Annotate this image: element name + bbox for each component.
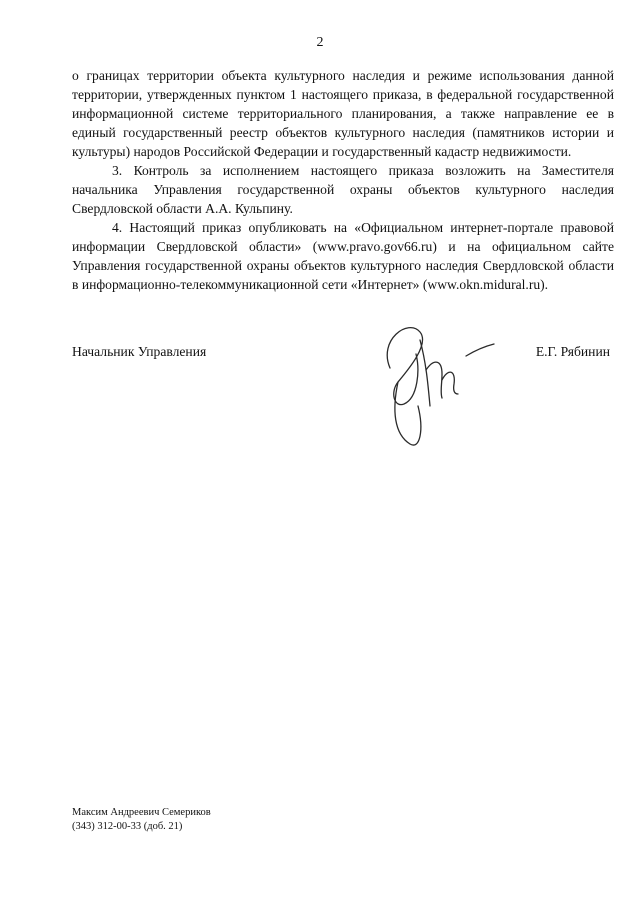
signatory-title: Начальник Управления bbox=[72, 344, 207, 359]
paragraph-item-4: 4. Настоящий приказ опубликовать на «Официальном интернет-портале правовой информации Свердловской области» (www.pravo.gov66.ru) и на официальном сайте Управления государственной охраны объектов культурного наследия Свердловской области в информационно-телекоммуникационной сети «Интернет» (www.okn.midural.ru). bbox=[72, 220, 614, 292]
executor-info bbox=[72, 806, 211, 834]
signature-block bbox=[72, 344, 614, 366]
handwritten-signature bbox=[368, 310, 498, 448]
executor-name: Максим Андреевич Семериков bbox=[72, 807, 211, 818]
paragraph-continuation: о границах территории объекта культурного наследия и режиме использования данной территории, утвержденных пунктом 1 настоящего приказа, в федеральной государственной информационной системе территориального планирования, а также направление ее в единый государственный реестр объектов культурного наследия (памятников истории и культуры) народов Российской Федерации и государственный кадастр недвижимости. bbox=[72, 68, 614, 159]
paragraph-item-3: 3. Контроль за исполнением настоящего приказа возложить на Заместителя начальника Управления государственной охраны объектов культурного наследия Свердловской области А.А. Кульпину. bbox=[72, 163, 614, 216]
executor-phone: (343) 312-00-33 (доб. 21) bbox=[72, 821, 183, 832]
page-number: 2 bbox=[316, 35, 324, 50]
signatory-name: Е.Г. Рябинин bbox=[535, 344, 610, 359]
document-body bbox=[72, 66, 614, 294]
